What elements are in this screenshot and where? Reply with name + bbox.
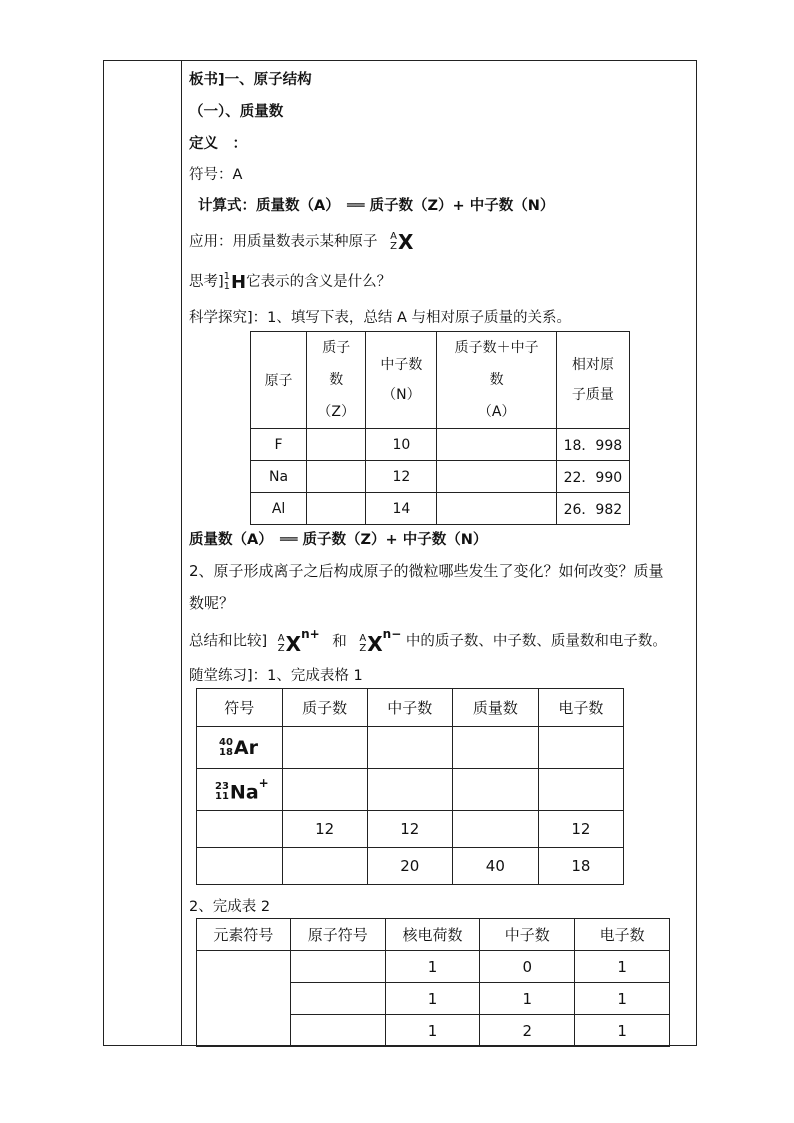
table-header: 质子数 (282, 689, 367, 727)
mass-number: 1 (223, 271, 231, 282)
symbol-na-cell: 23 11 Na+ (197, 769, 283, 811)
compare-line (189, 627, 667, 656)
inquiry-line: 科学探究]：1、填写下表，总结 A 与相对原子质量的关系。 (189, 310, 572, 326)
table-header: 中子数 (480, 919, 575, 951)
table-practice-1 (196, 688, 624, 885)
symbol-h (224, 272, 246, 293)
column-divider (181, 60, 182, 1046)
table-header: 电子数 (538, 689, 623, 727)
table-header: 原子符号 (290, 919, 385, 951)
atomic-number: Z (390, 241, 397, 252)
think-text: 它表示的含义是什么？ (246, 274, 392, 290)
table-atoms (250, 331, 630, 525)
think-label: 思考] (189, 274, 224, 290)
application-text: 应用：用质量数表示某种原子 (189, 234, 378, 250)
practice-line: 随堂练习]：1、完成表格 1 (189, 668, 363, 684)
table-header: 电子数 (575, 919, 670, 951)
compare-text: 中的质子数、中子数、质量数和电子数。 (405, 633, 667, 650)
symbol-line: 符号：A (189, 167, 243, 183)
application-line (189, 230, 413, 254)
symbol-axz (390, 230, 413, 254)
mass-number: A (390, 231, 397, 242)
table-row: 1 2 1 (197, 1015, 670, 1047)
table-row: 20 40 18 (197, 848, 624, 885)
formula-line: 计算式：质量数（A） ══ 质子数（Z）+ 中子数（N） (198, 198, 555, 214)
table-header: 相对原 子质量 (556, 332, 629, 429)
and-word: 和 (332, 633, 347, 650)
table-row: F 10 18．998 (251, 429, 630, 461)
element-symbol: X (397, 230, 414, 254)
table-practice-2 (196, 918, 670, 1047)
board-heading: 板书]一、原子结构 (189, 72, 312, 88)
table-row: 12 12 12 (197, 811, 624, 848)
table-header: 中子数 (367, 689, 452, 727)
element-symbol-cell[interactable] (197, 951, 291, 1047)
table-row (197, 769, 624, 811)
table-2-caption: 2、完成表 2 (189, 899, 271, 915)
element-symbol: H (231, 271, 247, 293)
think-line (189, 270, 391, 293)
formula-line-2: 质量数（A） ══ 质子数（Z）+ 中子数（N） (189, 532, 488, 548)
table-row: Na 12 22．990 (251, 461, 630, 493)
question-2: 2、原子形成离子之后构成原子的微粒哪些发生了变化？如何改变？质量 (189, 562, 664, 580)
table-header: 质量数 (452, 689, 538, 727)
table-header: 质子数＋中子 数 （A） (437, 332, 556, 429)
table-header: 符号 (197, 689, 283, 727)
symbol-ar-cell: 40 18 Ar (197, 727, 283, 769)
table-header: 质子 数 （Z） (307, 332, 366, 429)
compare-label: 总结和比较] (189, 633, 268, 650)
table-row: 1 0 1 (197, 951, 670, 983)
table-header: 中子数 （N） (366, 332, 437, 429)
table-row: 1 1 1 (197, 983, 670, 1015)
symbol-cation: A Z $X^{n+}$ (277, 627, 320, 656)
table-row (197, 727, 624, 769)
section-mass-number: （一）、质量数 (189, 104, 284, 120)
atomic-number: 1 (223, 281, 231, 292)
table-row: Al 14 26．982 (251, 493, 630, 525)
question-2-cont: 数呢？ (189, 594, 235, 612)
definition-line: 定义 ： (189, 136, 247, 152)
symbol-anion: A Z $X^{n-}$ (359, 627, 402, 656)
table-header: 核电荷数 (385, 919, 480, 951)
table-header: 原子 (251, 332, 307, 429)
table-header: 元素符号 (197, 919, 291, 951)
